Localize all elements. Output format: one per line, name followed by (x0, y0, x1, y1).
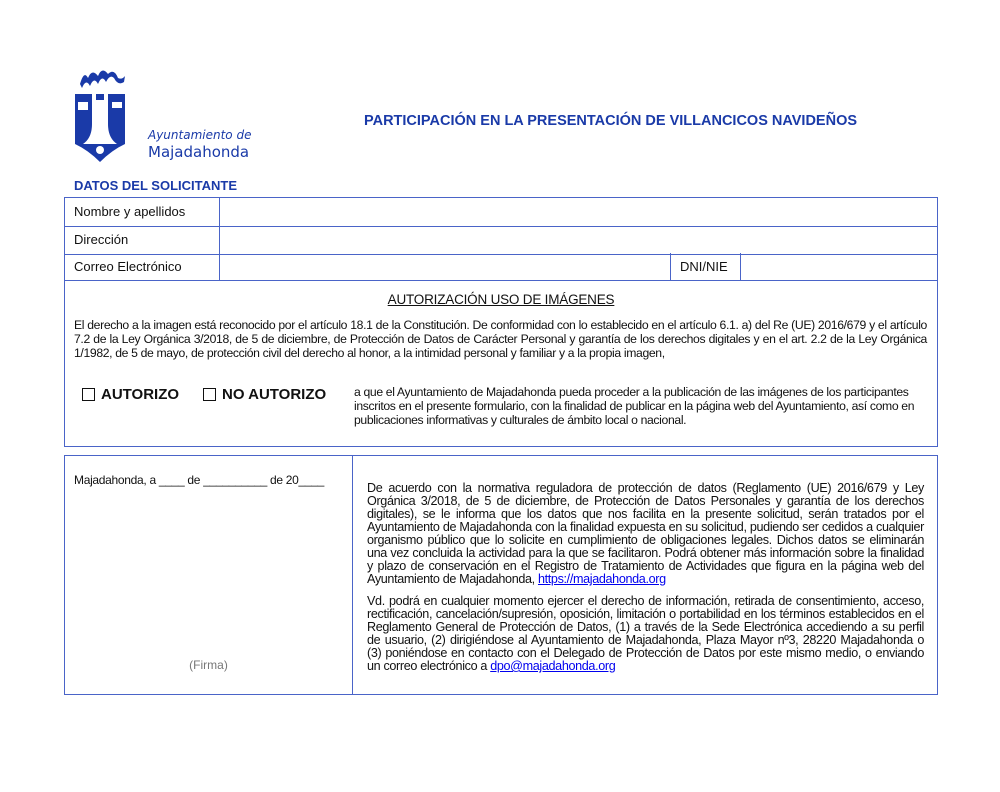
image-authorization-box (64, 280, 938, 447)
privacy-paragraph-1 (367, 482, 924, 586)
address-label: Dirección (65, 226, 220, 254)
checkbox-icon (203, 388, 216, 401)
dpo-email-link[interactable]: dpo@majadahonda.org (490, 659, 616, 673)
not-authorize-checkbox[interactable] (203, 386, 326, 403)
logo-line2: Majadahonda (148, 143, 250, 161)
signature-label: (Firma) (189, 658, 228, 672)
signature-privacy-box (64, 455, 938, 695)
website-link[interactable]: https://majadahonda.org (537, 572, 666, 586)
authorize-checkbox[interactable] (82, 386, 179, 403)
authorize-label: AUTORIZO (101, 386, 180, 403)
authorization-title: AUTORIZACIÓN USO DE IMÁGENES (387, 292, 615, 307)
dni-label: DNI/NIE (671, 253, 741, 281)
name-label: Nombre y apellidos (65, 198, 220, 226)
checkbox-icon (82, 388, 95, 401)
privacy-text-1: De acuerdo con la normativa reguladora de protección de datos (Reglamento (UE) 2016/679 y Ley Orgánica 3/2018, de 5 de diciembre, de Protección de Datos Personales y garantía de los derechos digitales), se le informa que los datos que nos facilita en la presente solicitud, serán tratados por el Ayuntamiento de Majadahonda con la finalidad expuesta en su solicitud, pudiendo ser cedidos a cualquier organismo público que lo solicite en cumplimiento de obligaciones legales. Dichos datos se eliminarán una vez concluida la actividad para la que se facilitaron. Podrá obtener más información sobre la finalidad y plazo de conservación en el Registro de Tratamiento de Actividades que figura en la página web del Ayuntamiento de Majadahonda, (367, 481, 924, 586)
majadahonda-coat-of-arms-logo (72, 64, 128, 164)
signature-area[interactable] (65, 456, 353, 694)
email-label: Correo Electrónico (65, 253, 220, 281)
authorization-text: El derecho a la imagen está reconocido por el artículo 18.1 de la Constitución. De conformidad con lo establecido en el artículo 6.1. a) del Re (UE) 2016/679 y el artículo 7.2 de la Ley Orgánica 3/2018, de 5 de diciembre, de Protección de Datos de Carácter Personal y garantía de los derechos digitales y en el art. 2.2 de la Ley Orgánica 1/1982, de 5 de mayo, de protección civil del derecho al honor, a la intimidad personal y familiar y a la propia imagen, (74, 318, 927, 360)
name-input[interactable] (220, 198, 937, 226)
privacy-paragraph-2 (367, 595, 924, 673)
privacy-notice (367, 482, 924, 673)
row-email (65, 253, 937, 281)
applicant-table (64, 197, 938, 281)
row-name (65, 198, 937, 227)
privacy-text-2: Vd. podrá en cualquier momento ejercer el derecho de información, retirada de consentimiento, acceso, rectificación, cancelación/supresión, oposición, limitación o portabilidad en los términos establecidos en el Reglamento General de Protección de Datos, (1) a través de la Sede Electrónica accediendo a su perfil de usuario, (2) dirigiéndose al Ayuntamiento de Majadahonda, Plaza Mayor nº3, 28220 Majadahonda o (3) poniéndose en contacto con el Delegado de Protección de Datos por este mismo medio, o enviando un correo electrónico a (367, 594, 924, 673)
page-title: PARTICIPACIÓN EN LA PRESENTACIÓN DE VILLANCICOS NAVIDEÑOS (364, 113, 858, 129)
logo-line1: Ayuntamiento de (148, 128, 252, 142)
address-input[interactable] (220, 226, 937, 254)
section-heading: DATOS DEL SOLICITANTE (74, 178, 237, 193)
not-authorize-label: NO AUTORIZO (222, 386, 327, 403)
row-address (65, 226, 937, 255)
dni-input[interactable] (741, 253, 937, 281)
date-line: Majadahonda, a ____ de __________ de 20____ (74, 473, 325, 487)
logo-text (148, 128, 251, 161)
email-input[interactable] (220, 253, 671, 281)
authorization-purpose: a que el Ayuntamiento de Majadahonda pueda proceder a la publicación de las imágenes de los participantes inscritos en el presente formulario, con la finalidad de publicar en la página web del Ayuntamiento, así como en publicaciones informativas y culturales de ámbito local o nacional. (354, 385, 915, 427)
